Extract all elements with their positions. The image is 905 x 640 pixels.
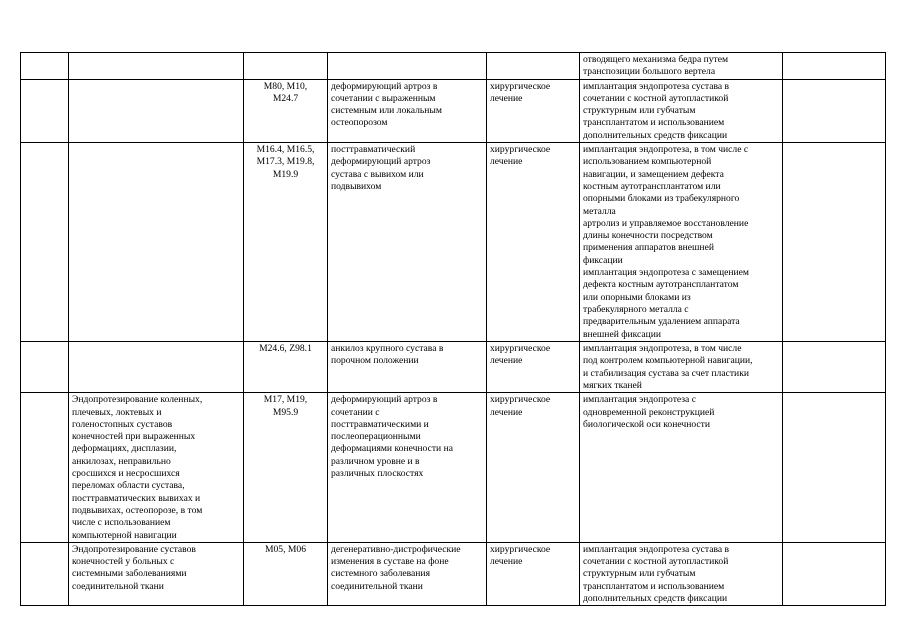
row-number-cell bbox=[21, 342, 69, 393]
table-row bbox=[21, 79, 886, 142]
extra-cell bbox=[783, 53, 886, 80]
treatment-method-cell: отводящего механизма бедра путем транспозиции большого вертела bbox=[580, 53, 783, 80]
service-name-cell: Эндопротезирование коленных, плечевых, локтевых и голеностопных суставов конечностей при выраженных деформациях, дисплазии, анкилозах, неправильно сросшихся и несросшихся переломах области сустава, посттравматических вывихах и подвывихах, остеопорозе, в том числе с использованием компьютерной навигации bbox=[69, 393, 244, 543]
patient-model-cell: деформирующий артроз в сочетании с посттравматическими и послеоперационными деформациями конечности на различном уровне и в различных плоскостях bbox=[328, 393, 487, 543]
extra-cell bbox=[783, 542, 886, 605]
icd-codes-cell: M16.4, M16.5, M17.3, M19.8, M19.9 bbox=[244, 143, 328, 342]
table-row bbox=[21, 342, 886, 393]
table-row bbox=[21, 542, 886, 605]
row-number-cell bbox=[21, 393, 69, 543]
extra-cell bbox=[783, 342, 886, 393]
row-number-cell bbox=[21, 542, 69, 605]
treatment-type-cell: хирургическое лечение bbox=[487, 542, 580, 605]
icd-codes-cell: M80, M10, M24.7 bbox=[244, 79, 328, 142]
service-name-cell bbox=[69, 342, 244, 393]
treatment-method-cell: имплантация эндопротеза сустава в сочетании с костной аутопластикой структурным или губчатым трансплантатом и использованием дополнительных средств фиксации bbox=[580, 79, 783, 142]
icd-codes-cell: M24.6, Z98.1 bbox=[244, 342, 328, 393]
icd-codes-cell: M17, M19, M95.9 bbox=[244, 393, 328, 543]
service-name-cell: Эндопротезирование суставов конечностей у больных с системными заболеваниями соединительной ткани bbox=[69, 542, 244, 605]
row-number-cell bbox=[21, 79, 69, 142]
patient-model-cell: дегенеративно-дистрофические изменения в суставе на фоне системного заболевания соединительной ткани bbox=[328, 542, 487, 605]
table-row bbox=[21, 393, 886, 543]
extra-cell bbox=[783, 143, 886, 342]
medical-care-table bbox=[20, 52, 886, 606]
row-number-cell bbox=[21, 53, 69, 80]
service-name-cell bbox=[69, 53, 244, 80]
treatment-method-cell: имплантация эндопротеза, в том числе под контролем компьютерной навигации, и стабилизация сустава за счет пластики мягких тканей bbox=[580, 342, 783, 393]
service-name-cell bbox=[69, 79, 244, 142]
patient-model-cell: посттравматический деформирующий артроз сустава с вывихом или подвывихом bbox=[328, 143, 487, 342]
extra-cell bbox=[783, 79, 886, 142]
treatment-type-cell: хирургическое лечение bbox=[487, 393, 580, 543]
patient-model-cell: деформирующий артроз в сочетании с выраженным системным или локальным остеопорозом bbox=[328, 79, 487, 142]
treatment-type-cell: хирургическое лечение bbox=[487, 143, 580, 342]
patient-model-cell bbox=[328, 53, 487, 80]
patient-model-cell: анкилоз крупного сустава в порочном положении bbox=[328, 342, 487, 393]
service-name-cell bbox=[69, 143, 244, 342]
treatment-method-cell: имплантация эндопротеза сустава в сочетании с костной аутопластикой структурным или губчатым трансплантатом и использованием дополнительных средств фиксации bbox=[580, 542, 783, 605]
table-row bbox=[21, 53, 886, 80]
treatment-type-cell bbox=[487, 53, 580, 80]
icd-codes-cell: M05, M06 bbox=[244, 542, 328, 605]
treatment-type-cell: хирургическое лечение bbox=[487, 342, 580, 393]
icd-codes-cell bbox=[244, 53, 328, 80]
treatment-type-cell: хирургическое лечение bbox=[487, 79, 580, 142]
extra-cell bbox=[783, 393, 886, 543]
row-number-cell bbox=[21, 143, 69, 342]
treatment-method-cell: имплантация эндопротеза с одновременной реконструкцией биологической оси конечности bbox=[580, 393, 783, 543]
table-row bbox=[21, 143, 886, 342]
treatment-method-cell: имплантация эндопротеза, в том числе с использованием компьютерной навигации, и замещением дефекта костным аутотрансплантатом или опорными блоками из трабекулярного металла артролиз и управляемое восстановление длины конечности посредством применения аппаратов внешней фиксации имплантация эндопротеза с замещением дефекта костным аутотрансплантатом или опорными блоками из трабекулярного металла с предварительным удалением аппарата внешней фиксации bbox=[580, 143, 783, 342]
